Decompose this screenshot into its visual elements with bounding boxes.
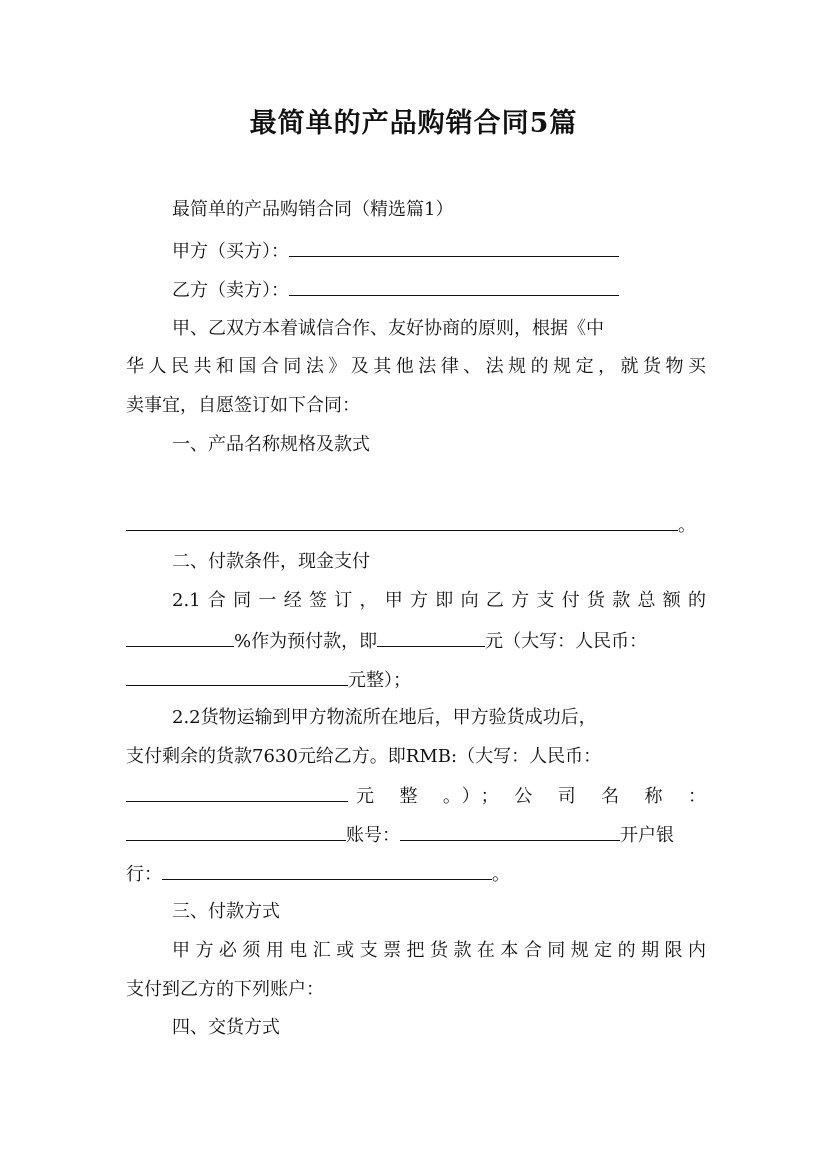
prepay-amount-blank	[377, 628, 485, 647]
period: 。	[492, 864, 510, 885]
product-blank	[126, 512, 678, 531]
party-a-line	[172, 238, 706, 264]
clause-2-2-line: 2.2货物运输到甲方物流所在地后，甲方验货成功后，	[172, 707, 597, 728]
prepay-uppercase-line	[126, 667, 706, 693]
account-label: 账号：	[346, 825, 400, 846]
company-line	[126, 783, 706, 809]
paragraph-line: 甲、乙双方本着诚信合作、友好协商的原则，根据《中	[172, 318, 604, 339]
bank-label: 开户银	[620, 825, 674, 846]
account-line	[126, 822, 706, 848]
party-b-label: 乙方（卖方）：	[172, 280, 289, 301]
prepay-uppercase-blank	[126, 667, 348, 686]
paragraph-line: 华人民共和国合同法》及其他法律、法规的规定，就货物买	[126, 356, 706, 377]
clause-2-1-line: 2.1合同一经签订，甲方即向乙方支付货款总额的	[172, 590, 706, 611]
prepay-line	[126, 628, 706, 654]
yuan-zheng-label: 元整）；	[348, 670, 411, 691]
paragraph-line: 卖事宜，自愿签订如下合同：	[126, 395, 360, 416]
section-heading: 三、付款方式	[172, 901, 280, 922]
party-b-line	[172, 277, 706, 303]
party-a-blank	[289, 238, 619, 257]
document-title: 最简单的产品购销合同5篇	[249, 108, 578, 139]
bank-label-cont: 行：	[126, 864, 162, 885]
product-blank-line	[126, 512, 706, 538]
party-a-label: 甲方（买方）：	[172, 241, 289, 262]
section-heading: 一、产品名称规格及款式	[172, 434, 370, 455]
section-heading-1: 最简单的产品购销合同（精选篇1）	[172, 199, 454, 220]
paragraph-line: 甲方必须用电汇或支票把货款在本合同规定的期限内	[172, 940, 706, 961]
bank-blank	[162, 861, 492, 880]
balance-uppercase-blank	[126, 783, 348, 802]
bank-line	[126, 861, 706, 887]
section-heading: 四、交货方式	[172, 1017, 280, 1038]
prepay-label: %作为预付款，即	[234, 631, 378, 652]
period: 。	[678, 515, 696, 536]
company-name-blank	[126, 822, 346, 841]
company-label: 元 整 。）； 公 司 名 称 ：	[356, 786, 706, 807]
prepay-uppercase-label: 元（大写：人民币：	[485, 631, 648, 652]
paragraph-line: 支付到乙方的下列账户：	[126, 979, 324, 1000]
clause-2-2-cont: 支付剩余的货款7630元给乙方。即RMB:（大写：人民币：	[126, 746, 602, 767]
percent-blank	[126, 628, 234, 647]
party-b-blank	[289, 277, 619, 296]
section-heading: 二、付款条件，现金支付	[172, 551, 370, 572]
account-blank	[400, 822, 620, 841]
